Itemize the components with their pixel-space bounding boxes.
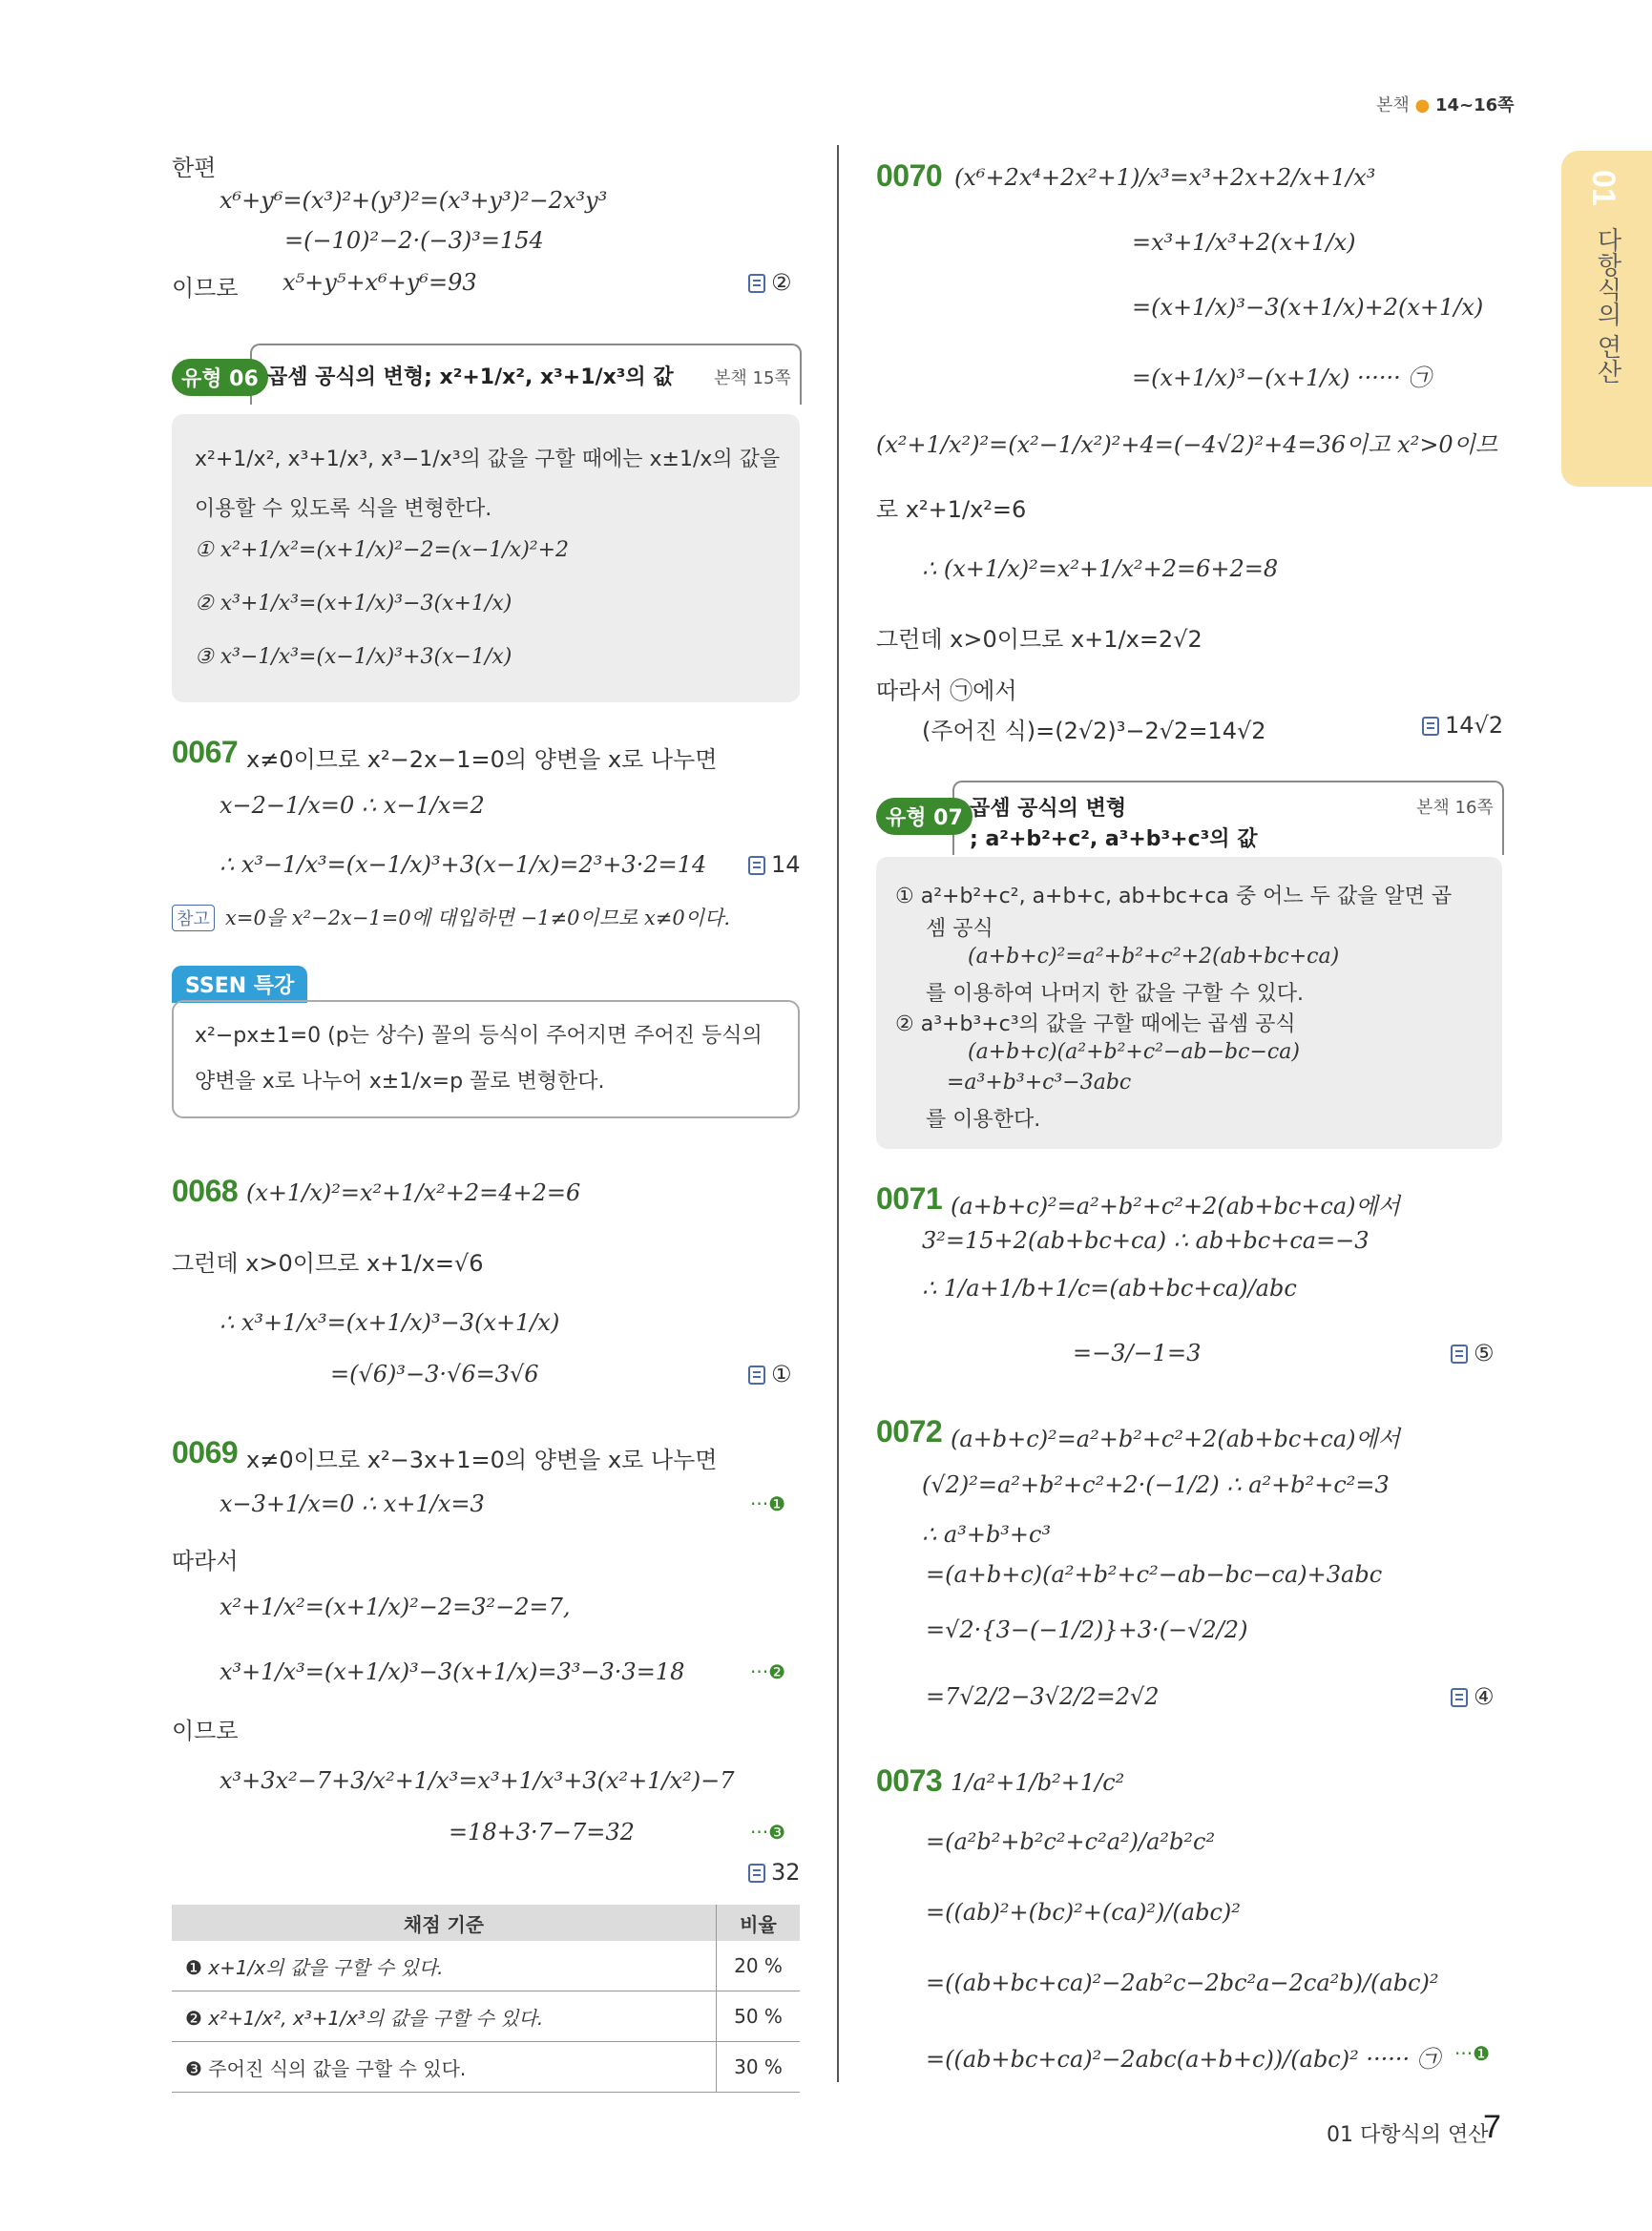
p0070-line7: ∴ (x+1/x)²=x²+1/x²+2=6+2=8: [922, 555, 1279, 582]
step-marker: ❶: [768, 1492, 786, 1515]
p0071-line1: (a+b+c)²=a²+b²+c²+2(ab+bc+ca)에서: [951, 1193, 1400, 1220]
header-dot-icon: ●: [1414, 95, 1431, 115]
p0071-line2: 3²=15+2(ab+bc+ca) ∴ ab+bc+ca=−3: [922, 1227, 1370, 1254]
answer-icon: [748, 856, 765, 875]
p0069-step2: ···❷: [750, 1660, 786, 1683]
p0068-line2: 그런데 x>0이므로 x+1/x=√6: [172, 1250, 484, 1277]
problem-0071-number: 0071: [876, 1181, 943, 1216]
p0072-answer-value: ④: [1474, 1683, 1495, 1710]
ssen-box: [172, 1000, 800, 1118]
p0067-line2: x−2−1/x=0 ∴ x−1/x=2: [220, 792, 485, 819]
type06-item3: ③ x³−1/x³=(x−1/x)³+3(x−1/x): [195, 645, 512, 669]
p0069-step3: ···❸: [750, 1821, 786, 1844]
problem-0069-number: 0069: [172, 1435, 239, 1470]
type07-line4: 를 이용하여 나머지 한 값을 구할 수 있다.: [926, 982, 1304, 1006]
chapter-side-tab[interactable]: [1561, 151, 1652, 487]
p0069-line3: 따라서: [172, 1548, 239, 1574]
note-tag: 참고: [172, 905, 215, 931]
p0072-line2: (√2)²=a²+b²+c²+2·(−1/2) ∴ a²+b²+c²=3: [922, 1471, 1390, 1498]
p0069-line8: =18+3·7−7=32: [449, 1819, 635, 1845]
type07-line8: 를 이용한다.: [926, 1108, 1041, 1132]
p0068-line1: (x+1/x)²=x²+1/x²+2=4+2=6: [246, 1179, 581, 1206]
problem-0067-number: 0067: [172, 735, 239, 769]
answer-icon: [748, 274, 765, 293]
p0073-line5: =((ab+bc+ca)²−2abc(a+b+c))/(abc)² ······ ㉠: [926, 2046, 1440, 2073]
p0073-line2: =(a²b²+b²c²+c²a²)/a²b²c²: [926, 1828, 1216, 1855]
answer-icon: [1451, 1345, 1468, 1364]
intro-answer: [748, 269, 792, 296]
criteria-header: 채점 기준: [172, 1905, 717, 1941]
p0070-line9: 따라서 ㉠에서: [876, 678, 1017, 704]
table-row: [172, 1941, 800, 1991]
p0069-line2: x−3+1/x=0 ∴ x+1/x=3: [220, 1491, 485, 1517]
p0067-answer-value: 14: [771, 851, 801, 878]
p0072-line6: =7√2/2−3√2/2=2√2: [926, 1683, 1160, 1710]
p0071-line4: =−3/−1=3: [1073, 1340, 1202, 1366]
answer-icon: [748, 1366, 765, 1385]
type07-line5: ② a³+b³+c³의 값을 구할 때에는 곱셈 공식: [895, 1012, 1296, 1036]
type07-line7: =a³+b³+c³−3abc: [947, 1071, 1132, 1095]
p0070-line8: 그런데 x>0이므로 x+1/x=2√2: [876, 626, 1202, 653]
criteria-ratio: 50 %: [717, 1991, 801, 2042]
type07-line2: 셈 공식: [926, 917, 993, 941]
type06-item1: ① x²+1/x²=(x+1/x)²−2=(x−1/x)²+2: [195, 538, 570, 562]
table-row: [172, 2042, 800, 2093]
intro-eq2: =(−10)²−2·(−3)³=154: [284, 227, 544, 254]
header-book-ref: [1376, 92, 1515, 116]
type06-tip-box: [172, 414, 800, 702]
step-marker: ❷: [768, 1660, 786, 1683]
table-row: [172, 1991, 800, 2042]
p0070-line1: (x⁶+2x⁴+2x²+1)/x³=x³+2x+2/x+1/x³: [954, 164, 1376, 191]
type07-line6: (a+b+c)(a²+b²+c²−ab−bc−ca): [968, 1040, 1300, 1064]
criteria-text: ❶ x+1/x의 값을 구할 수 있다.: [172, 1941, 717, 1991]
criteria-text: ❸ 주어진 식의 값을 구할 수 있다.: [172, 2042, 717, 2093]
type07-title1: 곱셈 공식의 변형: [970, 797, 1127, 821]
p0072-line1: (a+b+c)²=a²+b²+c²+2(ab+bc+ca)에서: [951, 1426, 1400, 1452]
type07-badge: 유형 07: [876, 798, 972, 835]
column-divider: [837, 145, 839, 2082]
p0069-line4: x²+1/x²=(x+1/x)²−2=3²−2=7,: [220, 1594, 571, 1620]
intro-eq1: x⁶+y⁶=(x³)²+(y³)²=(x³+y³)²−2x³y³: [220, 187, 608, 214]
type07-title2: ; a²+b²+c², a³+b³+c³의 값: [970, 827, 1258, 851]
criteria-text: ❷ x²+1/x², x³+1/x³의 값을 구할 수 있다.: [172, 1991, 717, 2042]
p0070-line5: (x²+1/x²)²=(x²−1/x²)²+4=(−4√2)²+4=36이고 x²>0이므: [876, 431, 1498, 458]
answer-icon: [1422, 717, 1439, 736]
type06-ref[interactable]: 본책 15쪽: [714, 368, 791, 388]
ssen-badge: SSEN 특강: [172, 966, 307, 1003]
chapter-number: 01: [1585, 170, 1621, 206]
footer-chapter-label: 01 다항식의 연산: [1327, 2123, 1489, 2147]
p0073-line3: =((ab)²+(bc)²+(ca)²)/(abc)²: [926, 1899, 1241, 1926]
type07-ref[interactable]: 본책 16쪽: [1416, 798, 1494, 818]
p0067-note: x=0을 x²−2x−1=0에 대입하면 −1≠0이므로 x≠0이다.: [225, 907, 731, 929]
p0073-line4: =((ab+bc+ca)²−2ab²c−2bc²a−2ca²b)/(abc)²: [926, 1970, 1439, 1996]
ssen-line1: x²−px±1=0 (p는 상수) 꼴의 등식이 주어지면 주어진 등식의: [195, 1024, 763, 1048]
ratio-header: 비율: [717, 1905, 801, 1941]
p0070-line10: (주어진 식)=(2√2)³−2√2=14√2: [922, 718, 1266, 744]
step-marker: ❸: [768, 1821, 786, 1844]
p0069-line7: x³+3x²−7+3/x²+1/x³=x³+1/x³+3(x²+1/x²)−7: [220, 1767, 735, 1794]
intro-conclusion-label: 이므로: [172, 275, 239, 302]
p0069-line5: x³+1/x³=(x+1/x)³−3(x+1/x)=3³−3·3=18: [220, 1658, 685, 1685]
p0067-line1: x≠0이므로 x²−2x−1=0의 양변을 x로 나누면: [246, 746, 718, 773]
header-book-label: 본책: [1376, 95, 1410, 115]
p0072-line4: =(a+b+c)(a²+b²+c²−ab−bc−ca)+3abc: [926, 1561, 1383, 1588]
p0069-answer: [748, 1859, 801, 1886]
type07-line3: (a+b+c)²=a²+b²+c²+2(ab+bc+ca): [968, 945, 1340, 969]
p0071-line3: ∴ 1/a+1/b+1/c=(ab+bc+ca)/abc: [922, 1275, 1297, 1302]
problem-0068-number: 0068: [172, 1174, 239, 1208]
scoring-criteria-table: [172, 1905, 800, 2093]
p0069-answer-value: 32: [771, 1859, 801, 1886]
p0068-answer: [748, 1361, 792, 1387]
step-marker: ❶: [1473, 2042, 1491, 2065]
criteria-ratio: 20 %: [717, 1941, 801, 1991]
p0069-line6: 이므로: [172, 1718, 239, 1744]
p0073-line1: 1/a²+1/b²+1/c²: [951, 1769, 1125, 1796]
type06-tip-line1: x²+1/x², x³+1/x³, x³−1/x³의 값을 구할 때에는 x±1/x의 값을: [195, 448, 781, 471]
answer-icon: [1451, 1688, 1468, 1707]
p0072-line3: ∴ a³+b³+c³: [922, 1521, 1052, 1548]
problem-0072-number: 0072: [876, 1414, 943, 1449]
type07-tip-box: [876, 857, 1502, 1149]
problem-0070-number: 0070: [876, 158, 943, 193]
header-pages: 14~16쪽: [1434, 95, 1515, 115]
p0068-line4: =(√6)³−3·√6=3√6: [330, 1361, 539, 1387]
answer-icon: [748, 1864, 765, 1883]
p0070-line4: =(x+1/x)³−(x+1/x) ······ ㉠: [1132, 365, 1432, 391]
type06-badge: 유형 06: [172, 359, 268, 396]
intro-answer-value: ②: [771, 269, 792, 296]
type07-line1: ① a²+b²+c², a+b+c, ab+bc+ca 중 어느 두 값을 알면 곱: [895, 885, 1453, 908]
p0070-answer: [1422, 712, 1503, 739]
p0070-line6: 로 x²+1/x²=6: [876, 496, 1027, 523]
p0067-line3: ∴ x³−1/x³=(x−1/x)³+3(x−1/x)=2³+3·2=14: [220, 851, 707, 878]
p0068-line3: ∴ x³+1/x³=(x+1/x)³−3(x+1/x): [220, 1309, 560, 1336]
type06-title: 곱셈 공식의 변형; x²+1/x², x³+1/x³의 값: [267, 365, 674, 389]
p0073-step: ···❶: [1454, 2042, 1491, 2065]
p0071-answer: [1451, 1340, 1495, 1366]
p0072-answer: [1451, 1683, 1495, 1710]
intro-label: 한편: [172, 155, 217, 181]
ssen-line2: 양변을 x로 나누어 x±1/x=p 꼴로 변형한다.: [195, 1070, 605, 1094]
p0072-line5: =√2·{3−(−1/2)}+3·(−√2/2): [926, 1616, 1248, 1643]
p0069-step1: ···❶: [750, 1492, 786, 1515]
intro-eq3: x⁵+y⁵+x⁶+y⁶=93: [282, 269, 477, 296]
p0071-answer-value: ⑤: [1474, 1340, 1495, 1366]
chapter-title: 다항식의 연산: [1593, 227, 1621, 385]
problem-0073-number: 0073: [876, 1763, 943, 1798]
p0068-answer-value: ①: [771, 1361, 792, 1387]
p0070-line2: =x³+1/x³+2(x+1/x): [1132, 229, 1356, 256]
p0070-answer-value: 14√2: [1445, 712, 1504, 739]
p0067-answer: [748, 851, 801, 878]
criteria-ratio: 30 %: [717, 2042, 801, 2093]
type06-tip-line2: 이용할 수 있도록 식을 변형한다.: [195, 497, 492, 521]
type06-item2: ② x³+1/x³=(x+1/x)³−3(x+1/x): [195, 592, 512, 615]
p0069-line1: x≠0이므로 x²−3x+1=0의 양변을 x로 나누면: [246, 1447, 718, 1473]
p0070-line3: =(x+1/x)³−3(x+1/x)+2(x+1/x): [1132, 294, 1484, 321]
page-number: 7: [1483, 2109, 1501, 2145]
